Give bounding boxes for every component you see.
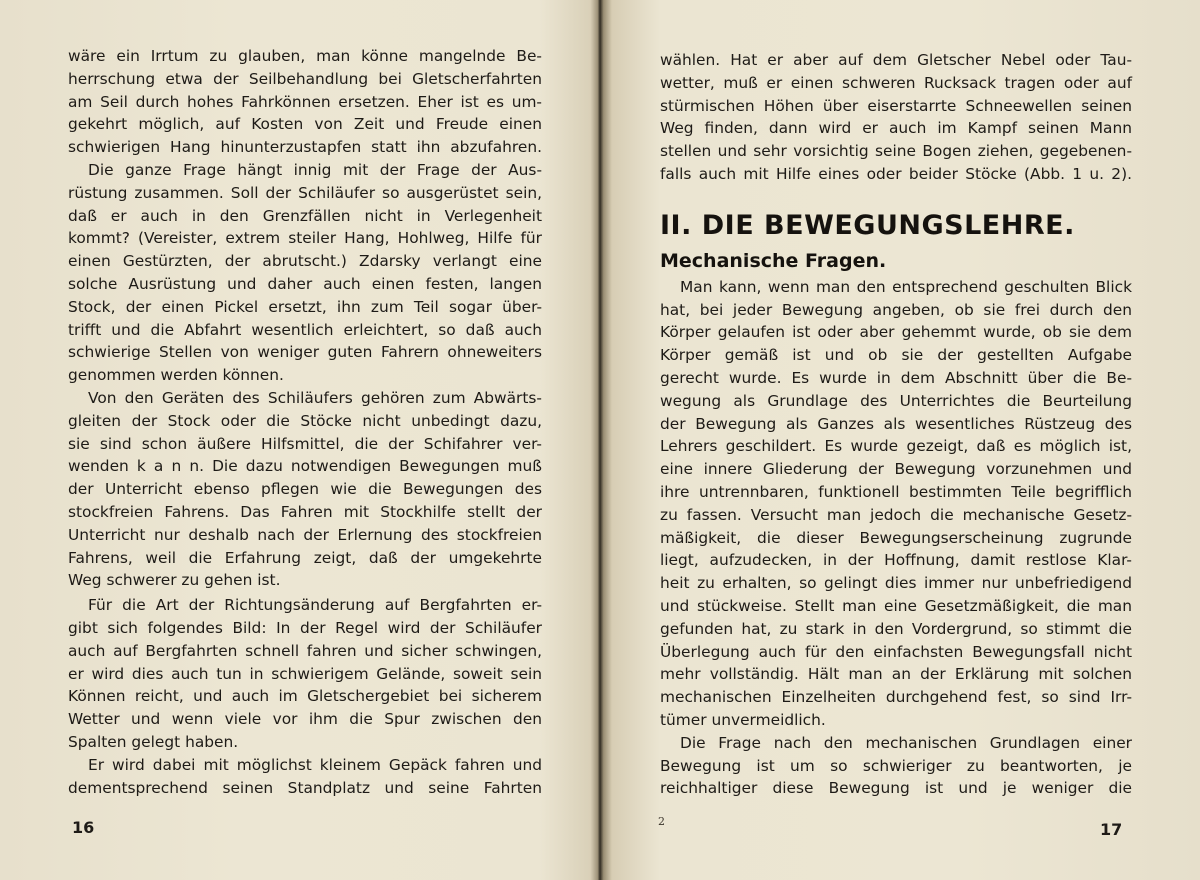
text-line: er wird dies auch tun in schwierigem Gelände, soweit sein [68,664,542,683]
text-line: Können reicht, und auch im Gletschergebiet bei sicherem [68,687,542,706]
text-line: heit zu erhalten, so gelingt dies immer nur unbefriedigend [660,574,1132,593]
section-heading: Mechanische Fragen. [660,249,887,272]
text-line: gerecht wurde. Es wurde in dem Abschnitt über die Be- [660,368,1132,387]
text-line: der Unterricht ebenso pflegen wie die Bewegungen des [68,480,542,499]
text-line: Körper gelaufen ist oder aber gehemmt wurde, ob sie dem [660,323,1132,342]
text-line: Stock, der einen Pickel ersetzt, ihn zum Teil sogar über- [68,297,542,316]
text-line: gibt sich folgendes Bild: In der Regel wird der Schiläufer [68,618,542,637]
text-line: genommen werden können. [68,366,284,385]
text-line: Bewegung ist um so schwieriger zu beantworten, je [660,756,1132,775]
text-line: liegt, aufzudecken, in der Hoffnung, damit restlose Klar- [660,551,1132,570]
text-line: daß er auch in den Grenzfällen nicht in Verlegenheit [68,206,542,225]
text-line: Körper gemäß ist und ob sie der gestellten Aufgabe [660,346,1132,365]
chapter-heading: II. DIE BEWEGUNGSLEHRE. [660,209,1075,241]
text-line: sie sind schon äußere Hilfsmittel, die der Schifahrer ver- [68,434,542,453]
left-page-text [68,45,542,799]
right-page-text [660,49,1132,800]
text-line: der Bewegung als Ganzes als wesentliches Rüstzeug des [660,414,1132,433]
text-line: Fahrens, weil die Erfahrung zeigt, daß der umgekehrte [68,548,542,567]
text-line: dementsprechend seinen Standplatz und seine Fahrten [68,778,542,797]
text-line: Für die Art der Richtungsänderung auf Bergfahrten er- [88,596,542,615]
text-line: tümer unvermeidlich. [660,710,826,729]
text-line: Lehrers geschildert. Es wurde gezeigt, daß es möglich ist, [660,437,1132,456]
text-line: Wetter und wenn viele vor ihm die Spur zwischen den [68,710,542,729]
text-line: gekehrt möglich, auf Kosten von Zeit und Freude einen [68,115,542,134]
text-line: reichhaltiger diese Bewegung ist und je weniger die [660,779,1132,798]
text-line: gefunden hat, zu stark in den Vordergrund, so stimmt die [660,619,1132,638]
text-line: gleiten der Stock oder die Stöcke nicht unbedingt dazu, [68,411,542,430]
text-line: Unterricht nur deshalb nach der Erlernung des stockfreien [68,525,542,544]
text-line: Spalten gelegt haben. [68,732,239,751]
text-line: Weg finden, dann wird er auch im Kampf seinen Mann [660,119,1132,138]
page-number: 17 [1100,820,1123,839]
text-line: schwierigen Hang hinunterzustapfen statt ihn abzufahren. [68,138,542,157]
text-line: wenden k a n n. Die dazu notwendigen Bewegungen muß [68,457,542,476]
text-line: und stückweise. Stellt man eine Gesetzmäßigkeit, die man [660,596,1132,615]
text-line: herrschung etwa der Seilbehandlung bei Gletscherfahrten [68,69,542,88]
text-line: Überlegung auch für den einfachsten Bewegungsfall nicht [660,642,1132,661]
text-line: mehr vollständig. Hält man an der Erklärung mit solchen [660,665,1132,684]
text-line: wetter, muß er einen schweren Rucksack tragen oder auf [660,73,1132,92]
text-line: Er wird dabei mit möglichst kleinem Gepäck fahren und [88,755,542,774]
text-line: Die Frage nach den mechanischen Grundlagen einer [680,733,1132,752]
text-line: hat, bei jeder Bewegung angeben, ob sie frei durch den [660,300,1132,319]
text-line: rüstung zusammen. Soll der Schiläufer so ausgerüstet sein, [68,183,542,202]
text-line: mechanischen Einzelheiten durchgehend fest, so sind Irr- [660,688,1132,707]
text-line: ihre untrennbaren, funktionell bestimmten Teile begrifflich [660,482,1132,501]
text-line: wählen. Hat er aber auf dem Gletscher Nebel oder Tau- [660,51,1132,69]
text-line: Von den Geräten des Schiläufers gehören zum Abwärts- [88,388,542,407]
text-line: eine innere Gliederung der Bewegung vorzunehmen und [660,460,1132,479]
text-line: stockfreien Fahrens. Das Fahren mit Stockhilfe stellt der [68,502,542,521]
text-line: wegung als Grundlage des Unterrichtes die Beurteilung [660,391,1132,410]
text-line: Die ganze Frage hängt innig mit der Frage der Aus- [88,160,542,179]
page-number: 16 [72,818,95,837]
right-page [604,0,1200,880]
text-line: einen Gestürzten, der abrutscht.) Zdarsky verlangt eine [68,252,542,271]
text-line: stürmischen Höhen über eiserstarrte Schneewellen seinen [660,96,1132,115]
text-line: stellen und sehr vorsichtig seine Bogen ziehen, gegebenen- [660,142,1132,161]
text-line: Weg schwerer zu gehen ist. [68,571,281,590]
text-line: wäre ein Irrtum zu glauben, man könne mangelnde Be- [68,47,542,65]
text-line: schwierige Stellen von weniger guten Fahrern ohneweiters [68,343,542,362]
text-line: am Seil durch hohes Fahrkönnen ersetzen. Eher ist es um- [68,92,542,111]
text-line: mäßigkeit, die dieser Bewegungserscheinung zugrunde [660,528,1132,547]
text-line: zu fassen. Versucht man jedoch die mechanische Gesetz- [660,505,1132,524]
text-line: falls auch mit Hilfe eines oder beider Stöcke (Abb. 1 u. 2). [660,164,1132,183]
text-line: Man kann, wenn man den entsprechend geschulten Blick [680,277,1132,296]
signature-mark: 2 [658,815,665,828]
left-page [0,0,598,880]
text-line: solche Ausrüstung und daher auch einen festen, langen [68,274,542,293]
text-line: trifft und die Abfahrt wesentlich erleichtert, so daß auch [68,320,542,339]
text-line: kommt? (Vereister, extrem steiler Hang, Hohlweg, Hilfe für [68,229,542,248]
text-line: auch auf Bergfahrten schnell fahren und sicher schwingen, [68,641,542,660]
